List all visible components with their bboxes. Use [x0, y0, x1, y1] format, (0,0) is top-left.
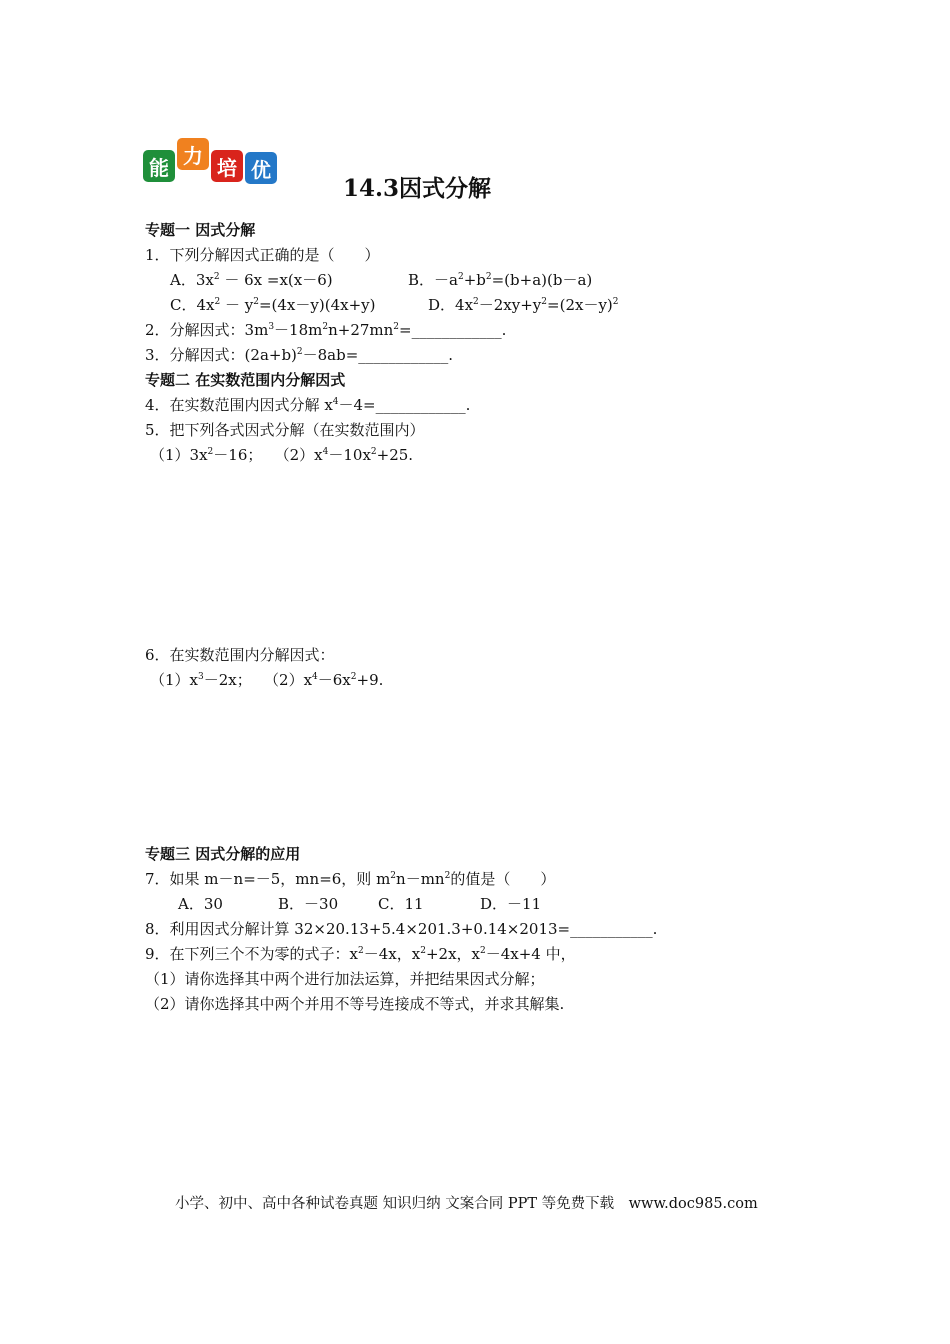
page-title: 14.3因式分解	[343, 175, 492, 202]
section-2-heading: 专题二 在实数范围内分解因式	[145, 371, 346, 389]
q7-option-c: C．11	[378, 895, 424, 913]
q7-option-b: B．－30	[278, 895, 339, 913]
section-1-heading: 专题一 因式分解	[145, 221, 256, 239]
question-9-part-1: （1）请你选择其中两个进行加法运算，并把结果因式分解；	[145, 970, 545, 988]
logo-tile-3: 培	[211, 150, 243, 182]
q1-option-a: A．$3x^2 - 6x =x(x-6)$	[170, 271, 333, 289]
question-9-part-2: （2）请你选择其中两个并用不等号连接成不等式，并求其解集.	[145, 995, 565, 1013]
question-3: 3．分解因式：$(2a+b)^2-8ab=\_\_\_\_\_\_\_\_\_\_\_\_$.	[145, 346, 454, 364]
logo-tile-2: 力	[177, 138, 209, 170]
question-5-parts: $(1)3x^2-16$； $(2)x^4-10x^2+25$.	[150, 446, 414, 464]
footer: 小学、初中、高中各种试卷真题 知识归纳 文案合同 PPT 等免费下载 www.doc985.com	[175, 1196, 758, 1212]
q1-option-b: B．$-a^2+b^2=(b+a)(b-a)$	[408, 271, 593, 289]
question-1-stem: 1．下列分解因式正确的是（ ）	[145, 246, 380, 264]
question-6-parts: $(1)x^3-2x$； $(2)x^4-6x^2+9$.	[150, 671, 384, 689]
question-9-stem: 9．在下列三个不为零的式子：$x^2-4x$，$x^2+2x$，$x^2-4x+4$ 中，	[145, 945, 576, 963]
question-6-stem: 6．在实数范围内分解因式：	[145, 646, 335, 664]
q7-option-d: D．－11	[480, 895, 542, 913]
logo	[143, 138, 278, 188]
logo-tile-1: 能	[143, 150, 175, 182]
question-7-stem: 7．如果 m－n=－5，mn=6，则 $m^2n-mn^2$的值是（ ）	[145, 870, 556, 888]
q7-option-a: A．30	[178, 895, 223, 913]
q1-option-c: C．$4x^2 - y^2=(4x-y)(4x+y)$	[170, 296, 376, 314]
q1-option-d: D．$4x^2-2xy+y^2=(2x-y)^2$	[428, 296, 619, 314]
question-4: 4．在实数范围内因式分解 $x^4-4=\_\_\_\_\_\_\_\_\_\_\_\_$.	[145, 396, 471, 414]
logo-tile-4: 优	[245, 152, 277, 184]
question-8: 8．利用因式分解计算 32×20.13+5.4×201.3+0.14×2013=___________.	[145, 920, 658, 938]
section-3-heading: 专题三 因式分解的应用	[145, 845, 301, 863]
question-5-stem: 5．把下列各式因式分解（在实数范围内）	[145, 421, 425, 439]
question-2: 2．分解因式：$3m^3-18m^2n+27mn^2=\_\_\_\_\_\_\_\_\_\_\_\_$.	[145, 321, 507, 339]
